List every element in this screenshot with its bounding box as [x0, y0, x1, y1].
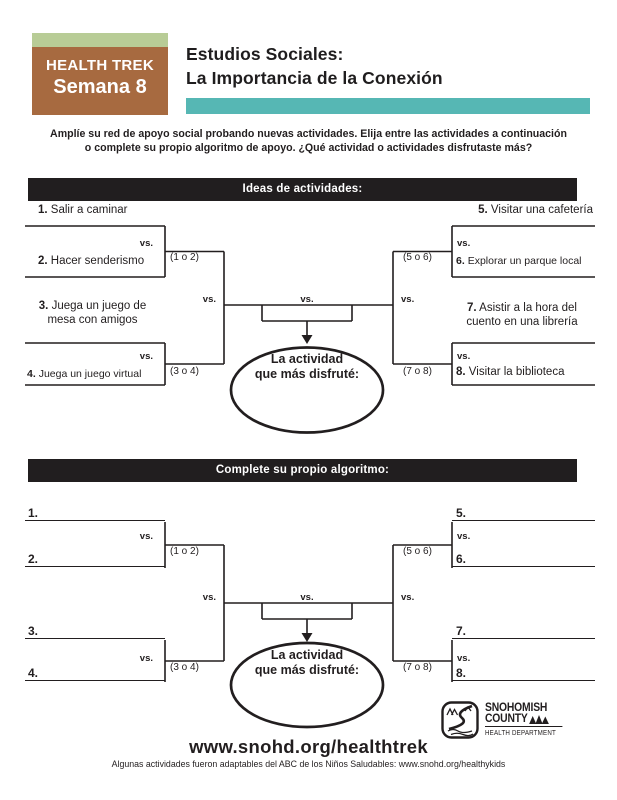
activity-item-7: 7. Asistir a la hora del cuento en una librería [466, 302, 578, 328]
pair-label-3-4: (3 o 4) [170, 662, 199, 673]
snohomish-county-logo-icon [441, 701, 479, 739]
write-in-line-2[interactable] [25, 566, 165, 567]
pair-label-7-8: (7 o 8) [403, 366, 432, 377]
write-in-line-8[interactable] [452, 680, 595, 681]
write-in-line-7[interactable] [452, 638, 595, 639]
vs-label: vs. [139, 531, 153, 542]
pair-label-5-6: (5 o 6) [403, 546, 432, 557]
vs-label: vs. [457, 238, 471, 249]
write-in-line-5[interactable] [452, 520, 595, 521]
org-name-line3: HEALTH DEPARTMENT [485, 730, 556, 737]
custom-item-number-2: 2. [28, 552, 39, 566]
week-label: Semana 8 [53, 76, 147, 98]
intro-line1: Amplíe su red de apoyo social probando nuevas actividades. Elija entre las actividades a continuación [50, 128, 567, 140]
section-title-ideas: Ideas de actividades: [242, 183, 363, 195]
activity-item-4: 4. Juega un juego virtual [27, 368, 142, 380]
activity-item-5: 5. Visitar una cafetería [478, 204, 593, 216]
vs-label: vs. [401, 294, 415, 305]
website-url: www.snohd.org/healthtrek [189, 736, 428, 757]
org-name-line1: SNOHOMISH [485, 702, 548, 714]
org-divider [485, 726, 562, 727]
pair-label-1-2: (1 o 2) [170, 546, 199, 557]
program-name: HEALTH TREK [45, 57, 154, 74]
custom-item-number-4: 4. [28, 666, 39, 680]
activity-item-6: 6. Explorar un parque local [456, 255, 582, 267]
write-in-line-4[interactable] [25, 680, 165, 681]
org-name-block [485, 703, 562, 739]
vs-label: vs. [457, 653, 471, 664]
activity-item-2: 2. Hacer senderismo [38, 255, 145, 267]
vs-label: vs. [457, 351, 471, 362]
final-prompt-custom: La actividad que más disfruté: [254, 648, 360, 677]
write-in-line-3[interactable] [25, 638, 165, 639]
org-name-line2: COUNTY [485, 714, 562, 725]
vs-label: vs. [202, 294, 216, 305]
write-in-line-6[interactable] [452, 566, 595, 567]
custom-item-number-5: 5. [456, 506, 467, 520]
custom-item-number-3: 3. [28, 624, 39, 638]
final-prompt-ideas: La actividad que más disfruté: [254, 352, 360, 381]
arrow-down-icon [302, 633, 313, 642]
activity-item-8: 8. Visitar la biblioteca [456, 366, 565, 378]
pair-label-7-8: (7 o 8) [403, 662, 432, 673]
pair-label-5-6: (5 o 6) [403, 252, 432, 263]
custom-item-number-7: 7. [456, 624, 467, 638]
page-title-line1: Estudios Sociales: [186, 44, 344, 64]
custom-item-number-6: 6. [456, 552, 467, 566]
arrow-down-icon [302, 335, 313, 344]
vs-label: vs. [300, 592, 314, 603]
vs-label: vs. [139, 653, 153, 664]
pair-label-3-4: (3 o 4) [170, 366, 199, 377]
vs-label: vs. [401, 592, 415, 603]
section-title-custom: Complete su propio algoritmo: [215, 464, 390, 476]
vs-label: vs. [457, 531, 471, 542]
custom-item-number-1: 1. [28, 506, 39, 520]
vs-label: vs. [202, 592, 216, 603]
write-in-line-1[interactable] [25, 520, 165, 521]
vs-label: vs. [139, 351, 153, 362]
activity-item-1: 1. Salir a caminar [38, 204, 128, 216]
custom-item-number-8: 8. [456, 666, 467, 680]
activity-item-3: 3. Juega un juego de mesa con amigos [38, 300, 147, 326]
page-title-line2: La Importancia de la Conexión [186, 68, 443, 88]
intro-line2: o complete su propio algoritmo de apoyo. ¿Qué actividad o actividades disfrutaste más? [84, 142, 533, 154]
attribution-note: Algunas actividades fueron adaptables del ABC de los Niños Saludables: www.snohd.org/healthykids [111, 759, 506, 769]
vs-label: vs. [139, 238, 153, 249]
pair-label-1-2: (1 o 2) [170, 252, 199, 263]
vs-label: vs. [300, 294, 314, 305]
trees-icon [529, 714, 551, 725]
